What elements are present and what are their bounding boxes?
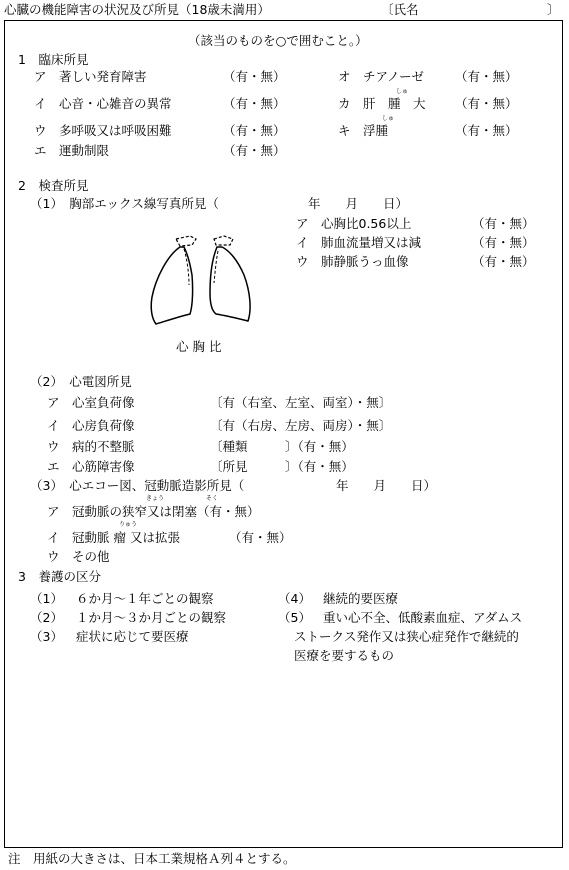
footnote: 注 用紙の大きさは、日本工業規格Ａ列４とする。	[8, 851, 296, 866]
ruby-ryuu: りゅう	[119, 521, 138, 528]
ruby-shu-2: しゅ	[382, 115, 395, 122]
echo-item-a: ア 冠動脈の狭窄又は閉塞（有・無）	[47, 504, 260, 519]
form-title: 心臓の機能障害の状況及び所見（18歳未満用）	[4, 2, 270, 17]
chest-xray-diagram	[140, 225, 260, 337]
clinical-choice-u[interactable]: （有・無）	[223, 123, 286, 138]
name-label: 〔氏名	[381, 2, 419, 17]
clinical-item-ka: カ 肝 腫 大	[338, 96, 426, 111]
xray-choice-a[interactable]: （有・無）	[472, 216, 535, 231]
clinical-item-e: エ 運動制限	[34, 143, 110, 158]
clinical-item-i: イ 心音・心雑音の異常	[34, 96, 172, 111]
ruby-soku: そく	[206, 495, 219, 502]
clinical-choice-a[interactable]: （有・無）	[223, 69, 286, 84]
echo-choice-i[interactable]: （有・無）	[229, 530, 292, 545]
clinical-choice-e[interactable]: （有・無）	[223, 143, 286, 158]
echo-title: （3） 心エコー図、冠動脈造影所見（	[30, 478, 245, 493]
care-item-4[interactable]: 継続的要医療	[323, 591, 399, 606]
care-item-5-line2: ストークス発作又は狭心症発作で継続的	[294, 629, 519, 644]
care-num-2: （2）	[30, 610, 63, 625]
care-num-1: （1）	[30, 591, 63, 606]
clinical-item-u: ウ 多呼吸又は呼吸困難	[34, 123, 172, 138]
ecg-item-e: エ 心筋障害像	[47, 459, 135, 474]
ecg-title: （2） 心電図所見	[30, 374, 132, 389]
ecg-item-i: イ 心房負荷像	[47, 418, 135, 433]
echo-item-u: ウ その他	[47, 549, 110, 564]
xray-date[interactable]: 年 月 日）	[308, 196, 409, 211]
xray-item-a: ア 心胸比0.56以上	[296, 216, 412, 231]
ecg-value-u[interactable]: 〔種類 〕（有・無）	[210, 439, 354, 454]
ecg-value-i[interactable]: 〔有（右房、左房、両房）・無〕	[210, 418, 392, 433]
clinical-heading: 1 臨床所見	[18, 52, 89, 67]
echo-date[interactable]: 年 月 日）	[336, 478, 437, 493]
echo-item-i: イ 冠動脈 瘤 又は拡張	[47, 530, 180, 545]
care-item-5[interactable]: 重い心不全、低酸素血症、アダムス	[323, 610, 523, 625]
care-item-5-line3: 医療を要するもの	[294, 648, 395, 663]
clinical-item-a: ア 著しい発育障害	[34, 69, 147, 84]
clinical-choice-ki[interactable]: （有・無）	[455, 123, 518, 138]
clinical-item-ki: キ 浮腫	[338, 123, 389, 138]
name-close: 〕	[547, 2, 560, 17]
clinical-choice-o[interactable]: （有・無）	[455, 69, 518, 84]
xray-item-u: ウ 肺静脈うっ血像	[296, 254, 409, 269]
care-num-5: （5）	[278, 610, 311, 625]
care-item-1[interactable]: ６か月～１年ごとの観察	[76, 591, 214, 606]
ecg-item-a: ア 心室負荷像	[47, 395, 135, 410]
ecg-item-u: ウ 病的不整脈	[47, 439, 135, 454]
ruby-kyou: きょう	[146, 495, 165, 502]
care-item-3[interactable]: 症状に応じて要医療	[76, 629, 189, 644]
xray-item-i: イ 肺血流量増又は減	[296, 235, 422, 250]
xray-choice-u[interactable]: （有・無）	[472, 254, 535, 269]
exam-heading: 2 検査所見	[18, 178, 89, 193]
clinical-item-o: オ チアノーゼ	[338, 69, 424, 84]
clinical-choice-ka[interactable]: （有・無）	[455, 96, 518, 111]
instruction: （該当のものを○で囲むこと。）	[188, 33, 368, 48]
xray-choice-i[interactable]: （有・無）	[472, 235, 535, 250]
care-num-4: （4）	[278, 591, 311, 606]
clinical-choice-i[interactable]: （有・無）	[223, 96, 286, 111]
ruby-shu-1: しゅ	[396, 88, 409, 95]
care-num-3: （3）	[30, 629, 63, 644]
ecg-value-e[interactable]: 〔所見 〕（有・無）	[210, 459, 354, 474]
xray-title: （1） 胸部エックス線写真所見（	[30, 196, 219, 211]
care-heading: 3 養護の区分	[18, 569, 101, 584]
ecg-value-a[interactable]: 〔有（右室、左室、両室）・無〕	[210, 395, 392, 410]
care-item-2[interactable]: １か月～３か月ごとの観察	[76, 610, 227, 625]
xray-caption: 心 胸 比	[176, 339, 222, 354]
